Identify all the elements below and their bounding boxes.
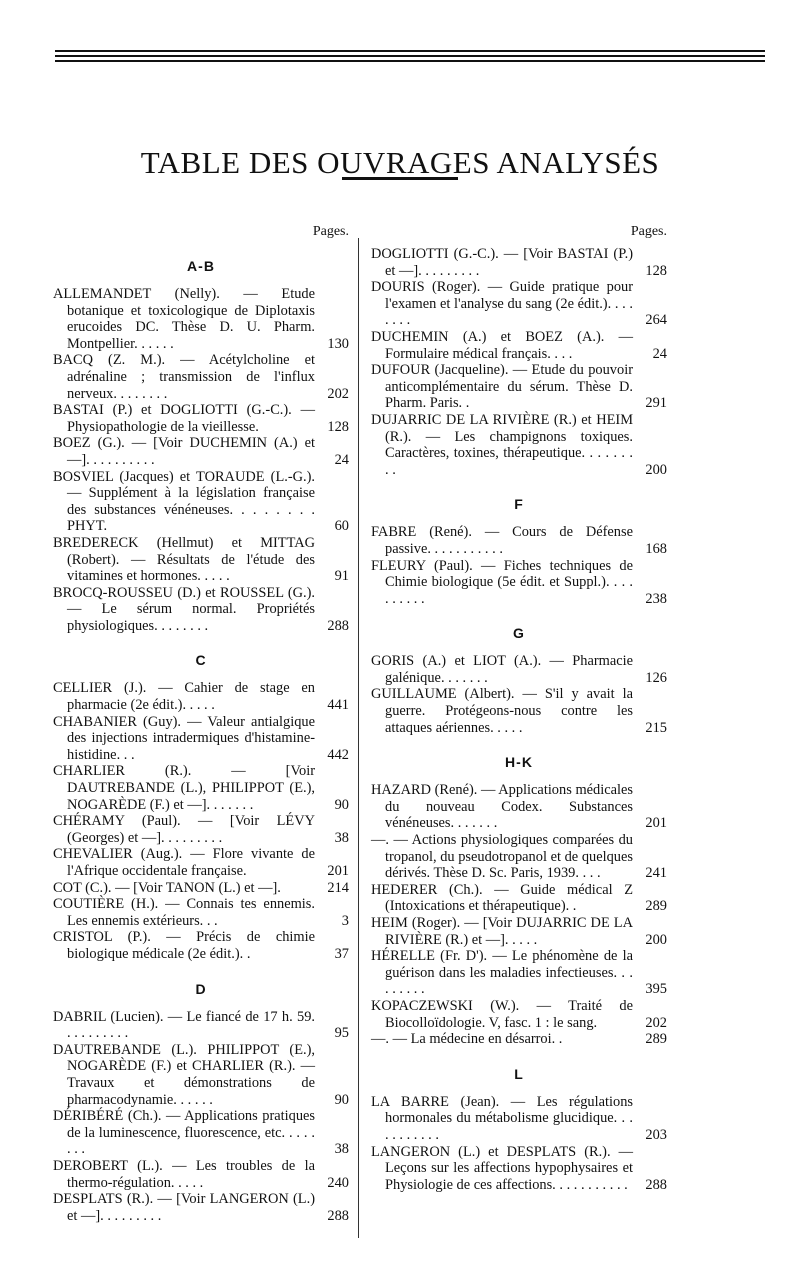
right-column: [371, 224, 667, 1193]
entry-page-number: 60: [334, 518, 349, 535]
index-entry: [53, 714, 349, 764]
index-entry: [53, 896, 349, 929]
entry-page-number: 130: [327, 335, 349, 352]
entry-text: DEROBERT (L.). — Les troubles de la thermo-régulation. . . . .: [53, 1157, 315, 1191]
page-title: TABLE DES OUVRAGES ANALYSÉS: [140, 144, 660, 180]
entry-page-number: 289: [645, 1031, 667, 1048]
entry-text: HEIM (Roger). — [Voir DUJARRIC DE LA RIVIÈRE (R.) et —]. . . . .: [371, 915, 633, 948]
entry-text: DUJARRIC DE LA RIVIÈRE (R.) et HEIM (R.). — Les champignons toxiques. Caractères, toxines, thérapeutique. . . . . . . . .: [371, 411, 633, 478]
index-entry: [53, 352, 349, 402]
index-entry: [53, 1108, 349, 1158]
index-entry: [53, 929, 349, 962]
index-entry: [371, 329, 667, 362]
entry-page-number: 202: [327, 385, 349, 402]
index-entry: [371, 686, 667, 736]
entry-text: DOGLIOTTI (G.-C.). — [Voir BASTAI (P.) et —]. . . . . . . . .: [371, 246, 633, 279]
entry-page-number: 289: [645, 898, 667, 915]
entry-text: LA BARRE (Jean). — Les régulations hormonales du métabolisme glucidique. . . . . . . . . . .: [371, 1093, 633, 1143]
index-section: [371, 754, 667, 1048]
section-letter: D: [195, 980, 207, 997]
entry-page-number: 395: [645, 981, 667, 998]
entry-page-number: 241: [645, 865, 667, 882]
entry-page-number: 126: [645, 669, 667, 686]
entry-text: HEDERER (Ch.). — Guide médical Z (Intoxications et thérapeutique). .: [371, 881, 633, 915]
right-sections: [371, 246, 667, 1193]
index-entry: [53, 286, 349, 352]
index-entry: [53, 402, 349, 435]
left-sections: [53, 258, 349, 1224]
index-entry: [371, 362, 667, 412]
entry-list: [371, 1094, 667, 1194]
entry-page-number: 288: [327, 1207, 349, 1224]
entry-page-number: 202: [645, 1014, 667, 1031]
index-entry: [53, 585, 349, 635]
entry-page-number: 200: [645, 931, 667, 948]
entry-text: BOEZ (G.). — [Voir DUCHEMIN (A.) et —]. . . . . . . . . .: [53, 435, 315, 468]
index-entry: [53, 813, 349, 846]
entry-page-number: 215: [645, 719, 667, 736]
pages-header-left: Pages.: [312, 224, 349, 239]
index-entry: [53, 846, 349, 879]
index-entry: [53, 469, 349, 535]
entry-text: BOSVIEL (Jacques) et TORAUDE (L.-G.). — Supplément à la législation française des substances vénéneuses. . . . . . . . PHYT.: [53, 468, 315, 535]
index-entry: [53, 1191, 349, 1224]
section-letter: C: [195, 652, 207, 669]
entry-page-number: 37: [334, 945, 349, 962]
entry-text: GORIS (A.) et LIOT (A.). — Pharmacie galénique. . . . . . .: [371, 653, 633, 686]
index-entry: [53, 435, 349, 468]
entry-page-number: 38: [334, 1141, 349, 1158]
index-entry: [371, 653, 667, 686]
section-letter: G: [513, 625, 525, 642]
entry-page-number: 90: [334, 1091, 349, 1108]
title-underline: [342, 177, 458, 180]
entry-list: [53, 680, 349, 962]
entry-text: FABRE (René). — Cours de Défense passive. . . . . . . . . . .: [371, 524, 633, 557]
entry-page-number: 442: [327, 746, 349, 763]
entry-text: BACQ (Z. M.). — Acétylcholine et adrénaline ; transmission de l'influx nerveux. . . . . . . .: [53, 352, 315, 402]
entry-text: BROCQ-ROUSSEU (D.) et ROUSSEL (G.). — Le sérum normal. Propriétés physiologiques. . . . . . . .: [53, 584, 315, 634]
entry-list: [371, 653, 667, 736]
entry-text: DABRIL (Lucien). — Le fiancé de 17 h. 59. . . . . . . . . .: [53, 1008, 315, 1042]
index-entry: [371, 1144, 667, 1194]
entry-text: ALLEMANDET (Nelly). — Etude botanique et toxicologique de Diplotaxis erucoides DC. Thèse D. U. Pharm. Montpellier. . . . . .: [53, 286, 315, 352]
entry-page-number: 441: [327, 697, 349, 714]
entry-page-number: 288: [327, 617, 349, 634]
index-entry: [371, 882, 667, 915]
index-section: [53, 981, 349, 1225]
entry-page-number: 203: [645, 1126, 667, 1143]
top-rule-1: [55, 50, 765, 52]
index-entry: [371, 412, 667, 478]
index-entry: [371, 246, 667, 279]
index-entry: [53, 880, 349, 897]
entry-page-number: 238: [645, 590, 667, 607]
entry-list: [371, 246, 667, 478]
top-rule-2: [55, 55, 765, 57]
index-entry: [53, 680, 349, 713]
pages-header-right: Pages.: [630, 224, 667, 239]
entry-text: HÉRELLE (Fr. D'). — Le phénomène de la guérison dans les maladies infectieuses. . . . . . . . .: [371, 948, 633, 998]
index-entry: [53, 1042, 349, 1108]
index-entry: [53, 1009, 349, 1042]
entry-page-number: 24: [652, 345, 667, 362]
entry-text: COT (C.). — [Voir TANON (L.) et —].: [53, 879, 281, 896]
entry-text: CELLIER (J.). — Cahier de stage en pharmacie (2e édit.). . . . .: [53, 680, 315, 714]
entry-text: DUCHEMIN (A.) et BOEZ (A.). — Formulaire médical français. . . .: [371, 328, 633, 362]
entry-page-number: 201: [327, 863, 349, 879]
entry-text: DAUTREBANDE (L.). PHILIPPOT (E.), NOGARÈDE (F.) et CHARLIER (R.). — Travaux et démonstrations de pharmacodynamie. . . . . .: [53, 1041, 315, 1108]
entry-page-number: 288: [645, 1176, 667, 1193]
entry-list: [53, 286, 349, 634]
entry-text: BASTAI (P.) et DOGLIOTTI (G.-C.). — Physiopathologie de la vieillesse.: [53, 402, 315, 435]
index-entry: [371, 832, 667, 882]
entry-text: CHEVALIER (Aug.). — Flore vivante de l'Afrique occidentale française.: [53, 846, 315, 879]
index-entry: [371, 782, 667, 832]
left-column: [53, 224, 349, 1224]
index-entry: [371, 1031, 667, 1048]
index-entry: [53, 1158, 349, 1191]
index-entry: [371, 948, 667, 998]
entry-text: BREDERECK (Hellmut) et MITTAG (Robert). — Résultats de l'étude des vitamines et hormones. . . . .: [53, 534, 315, 585]
entry-page-number: 91: [334, 568, 349, 585]
entry-text: —. — La médecine en désarroi. .: [371, 1031, 563, 1048]
index-section: [371, 496, 667, 607]
entry-text: CHARLIER (R.). — [Voir DAUTREBANDE (L.), PHILIPPOT (E.), NOGARÈDE (F.) et —]. . . . . . .: [53, 763, 315, 813]
index-entry: [371, 1094, 667, 1144]
entry-list: [371, 782, 667, 1048]
section-letter: H-K: [505, 754, 533, 771]
entry-text: DUFOUR (Jacqueline). — Etude du pouvoir anticomplémentaire du sérum. Thèse D. Pharm. Paris. .: [371, 362, 633, 412]
entry-page-number: 291: [645, 395, 667, 412]
entry-page-number: 264: [645, 312, 667, 329]
entry-text: CHABANIER (Guy). — Valeur antialgique des injections intradermiques d'histamine-histidine. . .: [53, 713, 315, 763]
entry-page-number: 128: [645, 262, 667, 279]
entry-page-number: 38: [334, 829, 349, 846]
entry-page-number: 95: [334, 1025, 349, 1042]
entry-text: DÉRIBÉRÉ (Ch.). — Applications pratiques de la luminescence, fluorescence, etc. . . . . . . .: [53, 1108, 315, 1158]
index-entry: [53, 763, 349, 813]
index-entry: [371, 998, 667, 1031]
entry-page-number: 3: [341, 912, 349, 929]
entry-text: CRISTOL (P.). — Précis de chimie biologique médicale (2e édit.). .: [53, 929, 315, 962]
index-section: [371, 246, 667, 478]
entry-page-number: 168: [645, 540, 667, 557]
section-letter: F: [514, 496, 524, 513]
entry-page-number: 201: [645, 815, 667, 832]
entry-text: COUTIÈRE (H.). — Connais tes ennemis. Les ennemis extérieurs. . .: [53, 896, 315, 929]
index-section: [53, 258, 349, 634]
entry-page-number: 128: [327, 418, 349, 435]
section-letter: A-B: [187, 258, 215, 274]
index-entry: [53, 535, 349, 585]
entry-page-number: 24: [334, 451, 349, 468]
index-entry: [371, 915, 667, 948]
index-section: [371, 1066, 667, 1194]
top-rule-3: [55, 60, 765, 62]
entry-list: [371, 524, 667, 607]
entry-text: DESPLATS (R.). — [Voir LANGERON (L.) et —]. . . . . . . . .: [53, 1191, 315, 1224]
index-entry: [371, 558, 667, 608]
entry-text: KOPACZEWSKI (W.). — Traité de Biocolloïdologie. V, fasc. 1 : le sang.: [371, 997, 633, 1031]
entry-text: GUILLAUME (Albert). — S'il y avait la guerre. Protégeons-nous contre les attaques aériennes. . . . .: [371, 686, 633, 736]
entry-text: CHÉRAMY (Paul). — [Voir LÉVY (Georges) et —]. . . . . . . . .: [53, 813, 315, 846]
entry-page-number: 214: [327, 879, 349, 896]
entry-text: —. — Actions physiologiques comparées du tropanol, du pseudotropanol et de quelques dérivés. Thèse D. Sc. Paris, 1939. . . .: [371, 832, 633, 882]
section-letter: L: [514, 1065, 524, 1082]
entry-page-number: 240: [327, 1174, 349, 1191]
entry-page-number: 200: [645, 461, 667, 478]
entry-page-number: 90: [334, 796, 349, 813]
index-section: [53, 652, 349, 962]
entry-text: FLEURY (Paul). — Fiches techniques de Chimie biologique (5e édit. et Suppl.). . . . . . . . . .: [371, 557, 633, 607]
entry-text: HAZARD (René). — Applications médicales du nouveau Codex. Substances vénéneuses. . . . . . .: [371, 782, 633, 832]
index-entry: [371, 279, 667, 329]
column-divider: [358, 238, 359, 1238]
index-entry: [371, 524, 667, 557]
index-section: [371, 625, 667, 736]
entry-list: [53, 1009, 349, 1225]
entry-text: DOURIS (Roger). — Guide pratique pour l'examen et l'analyse du sang (2e édit.). . . . . . . .: [371, 279, 633, 329]
entry-text: LANGERON (L.) et DESPLATS (R.). — Leçons sur les affections hypophysaires et Physiologie de ces affections. . . . . . . . . . .: [371, 1143, 633, 1193]
